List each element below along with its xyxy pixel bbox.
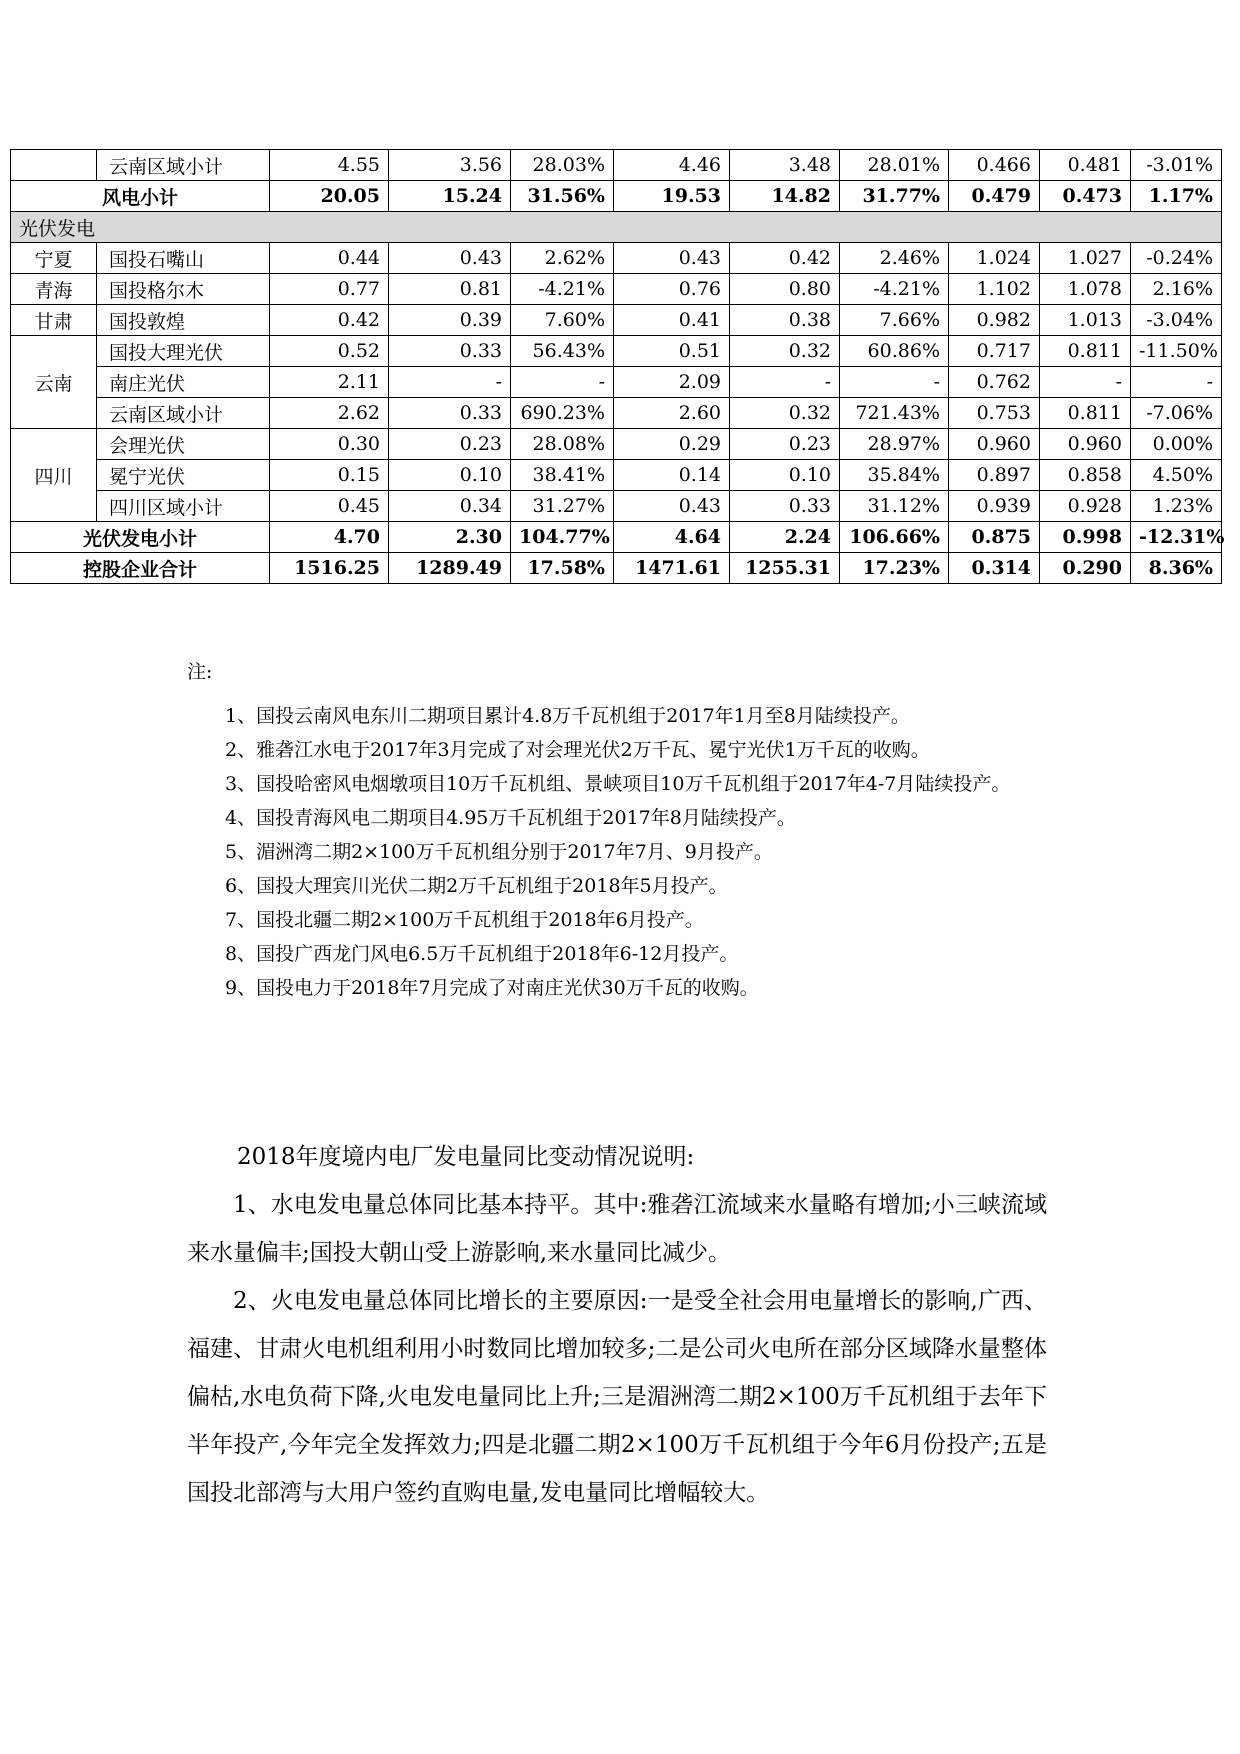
plant-name: 国投大理光伏	[97, 336, 270, 367]
subtotal-row	[11, 181, 1222, 212]
province-cell: 宁夏	[11, 243, 97, 274]
value-cell: 28.97%	[840, 429, 949, 460]
value-cell: 1.013	[1040, 305, 1131, 336]
value-cell: 0.42	[270, 305, 389, 336]
value-cell: 2.11	[270, 367, 389, 398]
total-label: 控股企业合计	[11, 553, 270, 584]
value-cell: 0.43	[614, 491, 730, 522]
value-cell: 19.53	[614, 181, 730, 212]
plant-name: 南庄光伏	[97, 367, 270, 398]
value-cell: 31.12%	[840, 491, 949, 522]
value-cell: 31.56%	[511, 181, 614, 212]
note-item: 9、国投电力于2018年7月完成了对南庄光伏30万千瓦的收购。	[225, 977, 759, 999]
province-cell	[11, 150, 97, 181]
value-cell: 7.60%	[511, 305, 614, 336]
table-row	[11, 491, 1222, 522]
value-cell: 1516.25	[270, 553, 389, 584]
table-row	[11, 274, 1222, 305]
table-row	[11, 398, 1222, 429]
value-cell: -4.21%	[511, 274, 614, 305]
value-cell: -7.06%	[1131, 398, 1222, 429]
value-cell: 28.03%	[511, 150, 614, 181]
province-cell: 甘肃	[11, 305, 97, 336]
value-cell: 0.34	[389, 491, 511, 522]
plant-name: 会理光伏	[97, 429, 270, 460]
value-cell: 0.45	[270, 491, 389, 522]
value-cell: 28.01%	[840, 150, 949, 181]
value-cell: 1.17%	[1131, 181, 1222, 212]
value-cell: 8.36%	[1131, 553, 1222, 584]
note-item: 5、湄洲湾二期2×100万千瓦机组分别于2017年7月、9月投产。	[225, 841, 773, 863]
value-cell: -4.21%	[840, 274, 949, 305]
value-cell: 2.62	[270, 398, 389, 429]
value-cell: 2.62%	[511, 243, 614, 274]
subtotal-row	[11, 522, 1222, 553]
value-cell: 0.466	[949, 150, 1040, 181]
plant-name: 国投敦煌	[97, 305, 270, 336]
value-cell: 15.24	[389, 181, 511, 212]
value-cell: -	[389, 367, 511, 398]
value-cell: 2.46%	[840, 243, 949, 274]
value-cell: 0.897	[949, 460, 1040, 491]
plant-name: 国投石嘴山	[97, 243, 270, 274]
note-item: 1、国投云南风电东川二期项目累计4.8万千瓦机组于2017年1月至8月陆续投产。	[225, 705, 910, 727]
value-cell: -	[1131, 367, 1222, 398]
value-cell: 2.16%	[1131, 274, 1222, 305]
table-row	[11, 336, 1222, 367]
table-row	[11, 305, 1222, 336]
value-cell: 14.82	[730, 181, 840, 212]
value-cell: 0.32	[730, 398, 840, 429]
value-cell: 0.39	[389, 305, 511, 336]
notes-section	[187, 655, 1047, 1005]
value-cell: 4.64	[614, 522, 730, 553]
value-cell: 0.80	[730, 274, 840, 305]
value-cell: 690.23%	[511, 398, 614, 429]
value-cell: 106.66%	[840, 522, 949, 553]
value-cell: 20.05	[270, 181, 389, 212]
explanation-section	[187, 1133, 1047, 1517]
value-cell: 0.42	[730, 243, 840, 274]
value-cell: 1471.61	[614, 553, 730, 584]
value-cell: -	[730, 367, 840, 398]
value-cell: 0.52	[270, 336, 389, 367]
value-cell: 721.43%	[840, 398, 949, 429]
value-cell: 4.55	[270, 150, 389, 181]
value-cell: 0.998	[1040, 522, 1131, 553]
subtotal-label: 光伏发电小计	[11, 522, 270, 553]
value-cell: 3.48	[730, 150, 840, 181]
note-item: 7、国投北疆二期2×100万千瓦机组于2018年6月投产。	[225, 909, 704, 931]
value-cell: 0.479	[949, 181, 1040, 212]
table-row	[11, 243, 1222, 274]
value-cell: 2.09	[614, 367, 730, 398]
value-cell: 0.76	[614, 274, 730, 305]
value-cell: 35.84%	[840, 460, 949, 491]
value-cell: 0.33	[730, 491, 840, 522]
value-cell: 0.762	[949, 367, 1040, 398]
value-cell: 0.290	[1040, 553, 1131, 584]
value-cell: 0.753	[949, 398, 1040, 429]
value-cell: 0.875	[949, 522, 1040, 553]
value-cell: 0.23	[389, 429, 511, 460]
total-row	[11, 553, 1222, 584]
value-cell: -3.04%	[1131, 305, 1222, 336]
explanation-paragraph: 1、水电发电量总体同比基本持平。其中:雅砻江流域来水量略有增加;小三峡流域来水量偏丰;国投大朝山受上游影响,来水量同比减少。	[187, 1192, 1047, 1266]
explanation-paragraph: 2、火电发电量总体同比增长的主要原因:一是受全社会用电量增长的影响,广西、福建、甘肃火电机组利用小时数同比增加较多;二是公司火电所在部分区域降水量整体偏枯,水电负荷下降,火电发电量同比上升;三是湄洲湾二期2×100万千瓦机组于去年下半年投产,今年完全发挥效力;四是北疆二期2×100万千瓦机组于今年6月份投产;五是国投北部湾与大用户签约直购电量,发电量同比增幅较大。	[187, 1288, 1047, 1506]
value-cell: 0.10	[389, 460, 511, 491]
value-cell: 0.15	[270, 460, 389, 491]
value-cell: 31.77%	[840, 181, 949, 212]
value-cell: 38.41%	[511, 460, 614, 491]
note-item: 2、雅砻江水电于2017年3月完成了对会理光伏2万千瓦、冕宁光伏1万千瓦的收购。	[225, 739, 930, 761]
value-cell: 2.24	[730, 522, 840, 553]
value-cell: 104.77%	[511, 522, 614, 553]
value-cell: 0.51	[614, 336, 730, 367]
value-cell: 0.43	[614, 243, 730, 274]
value-cell: 0.982	[949, 305, 1040, 336]
plant-name: 云南区域小计	[97, 150, 270, 181]
value-cell: -12.31%	[1131, 522, 1222, 553]
value-cell: 0.41	[614, 305, 730, 336]
province-cell: 云南	[11, 336, 97, 429]
value-cell: 1255.31	[730, 553, 840, 584]
value-cell: 17.23%	[840, 553, 949, 584]
note-item: 6、国投大理宾川光伏二期2万千瓦机组于2018年5月投产。	[225, 875, 728, 897]
table-body	[11, 150, 1225, 584]
value-cell: 4.46	[614, 150, 730, 181]
plant-name: 四川区域小计	[97, 491, 270, 522]
value-cell: 1289.49	[389, 553, 511, 584]
value-cell: 2.30	[389, 522, 511, 553]
value-cell: 0.473	[1040, 181, 1131, 212]
value-cell: 0.23	[730, 429, 840, 460]
generation-table	[10, 149, 1225, 584]
note-item: 3、国投哈密风电烟墩项目10万千瓦机组、景峡项目10万千瓦机组于2017年4-7月陆续投产。	[225, 773, 1011, 795]
value-cell: -11.50%	[1131, 336, 1222, 367]
table-row	[11, 150, 1222, 181]
value-cell: 1.027	[1040, 243, 1131, 274]
value-cell: 0.81	[389, 274, 511, 305]
value-cell: 60.86%	[840, 336, 949, 367]
value-cell: 0.811	[1040, 336, 1131, 367]
value-cell: 0.928	[1040, 491, 1131, 522]
table-row	[11, 460, 1222, 491]
value-cell: 0.29	[614, 429, 730, 460]
section-header-pv: 光伏发电	[11, 212, 1222, 243]
value-cell: 1.23%	[1131, 491, 1222, 522]
notes-heading: 注:	[187, 661, 213, 683]
value-cell: 0.960	[1040, 429, 1131, 460]
value-cell: 0.77	[270, 274, 389, 305]
value-cell: -3.01%	[1131, 150, 1222, 181]
value-cell: 4.50%	[1131, 460, 1222, 491]
value-cell: 0.481	[1040, 150, 1131, 181]
value-cell: 28.08%	[511, 429, 614, 460]
plant-name: 冕宁光伏	[97, 460, 270, 491]
province-cell: 青海	[11, 274, 97, 305]
value-cell: 0.44	[270, 243, 389, 274]
value-cell: -	[840, 367, 949, 398]
plant-name: 云南区域小计	[97, 398, 270, 429]
value-cell: 0.811	[1040, 398, 1131, 429]
table-row	[11, 429, 1222, 460]
value-cell: 3.56	[389, 150, 511, 181]
value-cell: 0.32	[730, 336, 840, 367]
value-cell: 0.939	[949, 491, 1040, 522]
plant-name: 国投格尔木	[97, 274, 270, 305]
value-cell: 0.30	[270, 429, 389, 460]
value-cell: 1.102	[949, 274, 1040, 305]
value-cell: 0.43	[389, 243, 511, 274]
explanation-title: 2018年度境内电厂发电量同比变动情况说明:	[237, 1144, 695, 1170]
table-row	[11, 367, 1222, 398]
value-cell: 0.38	[730, 305, 840, 336]
value-cell: 0.717	[949, 336, 1040, 367]
value-cell: -0.24%	[1131, 243, 1222, 274]
value-cell: 2.60	[614, 398, 730, 429]
value-cell: 4.70	[270, 522, 389, 553]
value-cell: 0.960	[949, 429, 1040, 460]
note-item: 4、国投青海风电二期项目4.95万千瓦机组于2017年8月陆续投产。	[225, 807, 796, 829]
value-cell: 0.33	[389, 336, 511, 367]
value-cell: 56.43%	[511, 336, 614, 367]
note-item: 8、国投广西龙门风电6.5万千瓦机组于2018年6-12月投产。	[225, 943, 739, 965]
value-cell: 1.078	[1040, 274, 1131, 305]
value-cell: 0.33	[389, 398, 511, 429]
province-cell: 四川	[11, 429, 97, 522]
value-cell: 0.314	[949, 553, 1040, 584]
value-cell: -	[1040, 367, 1131, 398]
value-cell: 0.858	[1040, 460, 1131, 491]
value-cell: 17.58%	[511, 553, 614, 584]
value-cell: 0.00%	[1131, 429, 1222, 460]
section-header-row	[11, 212, 1222, 243]
value-cell: 0.10	[730, 460, 840, 491]
value-cell: 0.14	[614, 460, 730, 491]
value-cell: 1.024	[949, 243, 1040, 274]
subtotal-label: 风电小计	[11, 181, 270, 212]
value-cell: 31.27%	[511, 491, 614, 522]
value-cell: -	[511, 367, 614, 398]
value-cell: 7.66%	[840, 305, 949, 336]
